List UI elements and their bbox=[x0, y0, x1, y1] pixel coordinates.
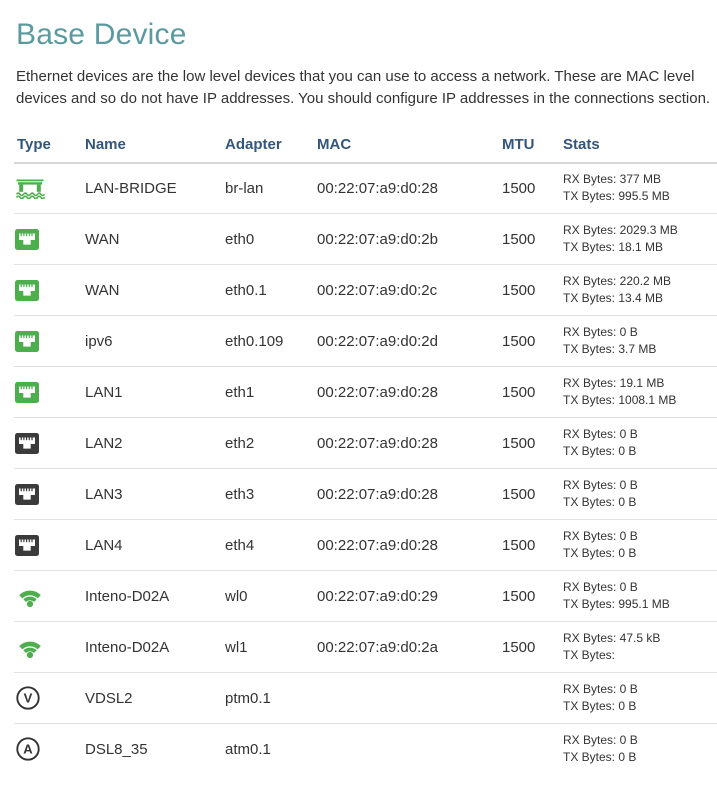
device-name-cell: Inteno-D02A bbox=[85, 622, 225, 673]
page-title: Base Device bbox=[16, 18, 187, 51]
device-adapter-cell: eth0.109 bbox=[225, 316, 317, 367]
device-mac-cell: 00:22:07:a9:d0:28 bbox=[317, 520, 502, 571]
column-header-adapter: Adapter bbox=[225, 128, 317, 163]
ethernet-port-icon bbox=[15, 382, 39, 403]
device-adapter-cell: wl1 bbox=[225, 622, 317, 673]
rx-bytes: RX Bytes: 0 B bbox=[563, 477, 638, 492]
device-mtu-cell: 1500 bbox=[502, 214, 563, 265]
device-mac-cell: 00:22:07:a9:d0:28 bbox=[317, 367, 502, 418]
table-row[interactable] bbox=[14, 673, 717, 724]
device-adapter-cell: eth2 bbox=[225, 418, 317, 469]
device-mtu-cell: 1500 bbox=[502, 520, 563, 571]
ethernet-port-icon bbox=[15, 280, 39, 301]
device-name-cell: VDSL2 bbox=[85, 673, 225, 724]
ethernet-port-icon bbox=[15, 331, 39, 352]
device-stats-cell bbox=[563, 163, 717, 214]
device-mtu-cell: 1500 bbox=[502, 316, 563, 367]
table-row[interactable] bbox=[14, 724, 717, 775]
device-table-header bbox=[14, 128, 717, 163]
device-mtu-cell bbox=[502, 724, 563, 775]
device-type-cell bbox=[14, 367, 85, 418]
rx-bytes: RX Bytes: 220.2 MB bbox=[563, 273, 672, 288]
device-mtu-cell: 1500 bbox=[502, 179, 536, 197]
device-name-cell: LAN2 bbox=[85, 418, 225, 469]
rx-bytes: RX Bytes: 377 MB bbox=[563, 171, 662, 186]
device-name-cell: DSL8_35 bbox=[85, 724, 225, 775]
ethernet-port-icon bbox=[15, 535, 39, 556]
device-mtu-cell: 1500 bbox=[502, 367, 563, 418]
device-mtu-cell: 1500 bbox=[502, 571, 563, 622]
tx-bytes: TX Bytes: 995.5 MB bbox=[563, 189, 670, 204]
device-type-cell bbox=[14, 469, 85, 520]
device-stats-cell bbox=[563, 673, 717, 724]
device-name-cell: WAN bbox=[85, 265, 225, 316]
rx-bytes: RX Bytes: 2029.3 MB bbox=[563, 222, 678, 237]
column-header-mtu: MTU bbox=[502, 128, 563, 163]
table-row[interactable] bbox=[14, 367, 717, 418]
ethernet-port-icon bbox=[15, 433, 39, 454]
device-type-cell bbox=[14, 214, 85, 265]
device-table-body bbox=[14, 163, 717, 775]
device-type-cell bbox=[14, 724, 85, 775]
tx-bytes: TX Bytes: 1008.1 MB bbox=[563, 393, 677, 407]
rx-bytes: RX Bytes: 47.5 kB bbox=[563, 630, 661, 645]
column-header-mac: MAC bbox=[317, 128, 502, 163]
rx-bytes: RX Bytes: 0 B bbox=[563, 732, 638, 747]
wifi-icon bbox=[15, 636, 45, 658]
rx-bytes: RX Bytes: 19.1 MB bbox=[563, 375, 665, 390]
device-stats-cell bbox=[563, 214, 717, 265]
device-stats-cell bbox=[563, 418, 717, 469]
device-mtu-cell: 1500 bbox=[502, 418, 563, 469]
device-mac-cell: 00:22:07:a9:d0:2c bbox=[317, 265, 502, 316]
rx-bytes: RX Bytes: 0 B bbox=[563, 528, 638, 543]
rx-bytes: RX Bytes: 0 B bbox=[563, 579, 638, 594]
column-header-name: Name bbox=[85, 128, 225, 163]
device-adapter-cell: eth1 bbox=[225, 367, 317, 418]
device-table bbox=[14, 128, 717, 775]
device-mac-cell: 00:22:07:a9:d0:2d bbox=[317, 316, 502, 367]
device-type-cell bbox=[14, 520, 85, 571]
device-adapter-cell: br-lan bbox=[225, 179, 264, 197]
tx-bytes: TX Bytes: 0 B bbox=[563, 750, 637, 765]
device-adapter-cell: atm0.1 bbox=[225, 724, 317, 775]
rx-bytes: RX Bytes: 0 B bbox=[563, 426, 638, 441]
table-row[interactable] bbox=[14, 418, 717, 469]
svg-text:A: A bbox=[23, 741, 33, 757]
device-type-cell bbox=[14, 673, 85, 724]
device-adapter-cell: wl0 bbox=[225, 571, 317, 622]
device-adapter-cell: eth0.1 bbox=[225, 265, 317, 316]
device-stats-cell bbox=[563, 724, 717, 775]
wifi-icon bbox=[15, 585, 45, 607]
tx-bytes: TX Bytes: 0 B bbox=[563, 444, 637, 458]
device-adapter-cell: eth3 bbox=[225, 469, 317, 520]
ethernet-port-icon bbox=[15, 484, 39, 505]
device-adapter-cell: eth0 bbox=[225, 214, 317, 265]
device-name-cell: WAN bbox=[85, 214, 225, 265]
device-stats-cell bbox=[563, 265, 717, 316]
device-mac-cell: 00:22:07:a9:d0:28 bbox=[317, 418, 502, 469]
rx-bytes: RX Bytes: 0 B bbox=[563, 681, 638, 696]
device-stats-cell bbox=[563, 571, 717, 622]
device-name-cell: LAN1 bbox=[85, 367, 225, 418]
device-adapter-cell: eth4 bbox=[225, 520, 317, 571]
table-row[interactable] bbox=[14, 316, 717, 367]
device-mac-cell: 00:22:07:a9:d0:2b bbox=[317, 214, 502, 265]
adsl-circle-icon bbox=[15, 736, 41, 762]
rx-bytes: RX Bytes: 0 B bbox=[563, 324, 638, 339]
table-row[interactable] bbox=[14, 214, 717, 265]
column-header-stats: Stats bbox=[563, 128, 717, 163]
device-name-cell: Inteno-D02A bbox=[85, 571, 225, 622]
device-mac-cell bbox=[317, 724, 502, 775]
bridge-icon bbox=[15, 178, 45, 199]
device-stats-cell bbox=[563, 367, 717, 418]
device-stats-cell bbox=[563, 520, 717, 571]
tx-bytes: TX Bytes: 995.1 MB bbox=[563, 597, 670, 611]
device-name-cell: LAN3 bbox=[85, 469, 225, 520]
column-header-type: Type bbox=[14, 128, 85, 163]
device-stats-cell bbox=[563, 622, 717, 673]
ethernet-port-icon bbox=[15, 229, 39, 250]
device-stats-cell bbox=[563, 469, 717, 520]
table-row[interactable] bbox=[14, 571, 717, 622]
device-mac-cell: 00:22:07:a9:d0:29 bbox=[317, 571, 502, 622]
device-type-cell bbox=[14, 571, 85, 622]
device-type-cell bbox=[14, 163, 85, 214]
device-mtu-cell bbox=[502, 673, 563, 724]
svg-text:V: V bbox=[23, 690, 33, 706]
device-mtu-cell: 1500 bbox=[502, 265, 563, 316]
tx-bytes: TX Bytes: 18.1 MB bbox=[563, 240, 664, 254]
tx-bytes: TX Bytes: 13.4 MB bbox=[563, 291, 664, 305]
device-name-cell: ipv6 bbox=[85, 316, 225, 367]
device-name-cell: LAN4 bbox=[85, 520, 225, 571]
tx-bytes: TX Bytes: 0 B bbox=[563, 699, 637, 713]
device-type-cell bbox=[14, 418, 85, 469]
device-mac-cell bbox=[317, 673, 502, 724]
table-row[interactable] bbox=[14, 469, 717, 520]
device-name-cell: LAN-BRIDGE bbox=[85, 179, 177, 197]
vdsl-circle-icon bbox=[15, 685, 41, 711]
device-mac-cell: 00:22:07:a9:d0:28 bbox=[317, 179, 438, 197]
tx-bytes: TX Bytes: 0 B bbox=[563, 495, 637, 509]
tx-bytes: TX Bytes: 0 B bbox=[563, 546, 637, 560]
device-type-cell bbox=[14, 316, 85, 367]
device-type-cell bbox=[14, 622, 85, 673]
page-description: Ethernet devices are the low level devices that you can use to access a network. These are MAC level devices and so do not have IP addresses. You should configure IP addresses in the connections section. bbox=[16, 68, 711, 107]
device-mtu-cell: 1500 bbox=[502, 622, 563, 673]
table-row[interactable] bbox=[14, 520, 717, 571]
device-type-cell bbox=[14, 265, 85, 316]
tx-bytes: TX Bytes: 3.7 MB bbox=[563, 342, 657, 356]
device-adapter-cell: ptm0.1 bbox=[225, 673, 317, 724]
device-mtu-cell: 1500 bbox=[502, 469, 563, 520]
table-row[interactable] bbox=[14, 622, 717, 673]
device-stats-cell bbox=[563, 316, 717, 367]
device-mac-cell: 00:22:07:a9:d0:2a bbox=[317, 622, 502, 673]
table-row[interactable] bbox=[14, 163, 717, 214]
device-mac-cell: 00:22:07:a9:d0:28 bbox=[317, 469, 502, 520]
table-row[interactable] bbox=[14, 265, 717, 316]
tx-bytes: TX Bytes: bbox=[563, 648, 616, 662]
